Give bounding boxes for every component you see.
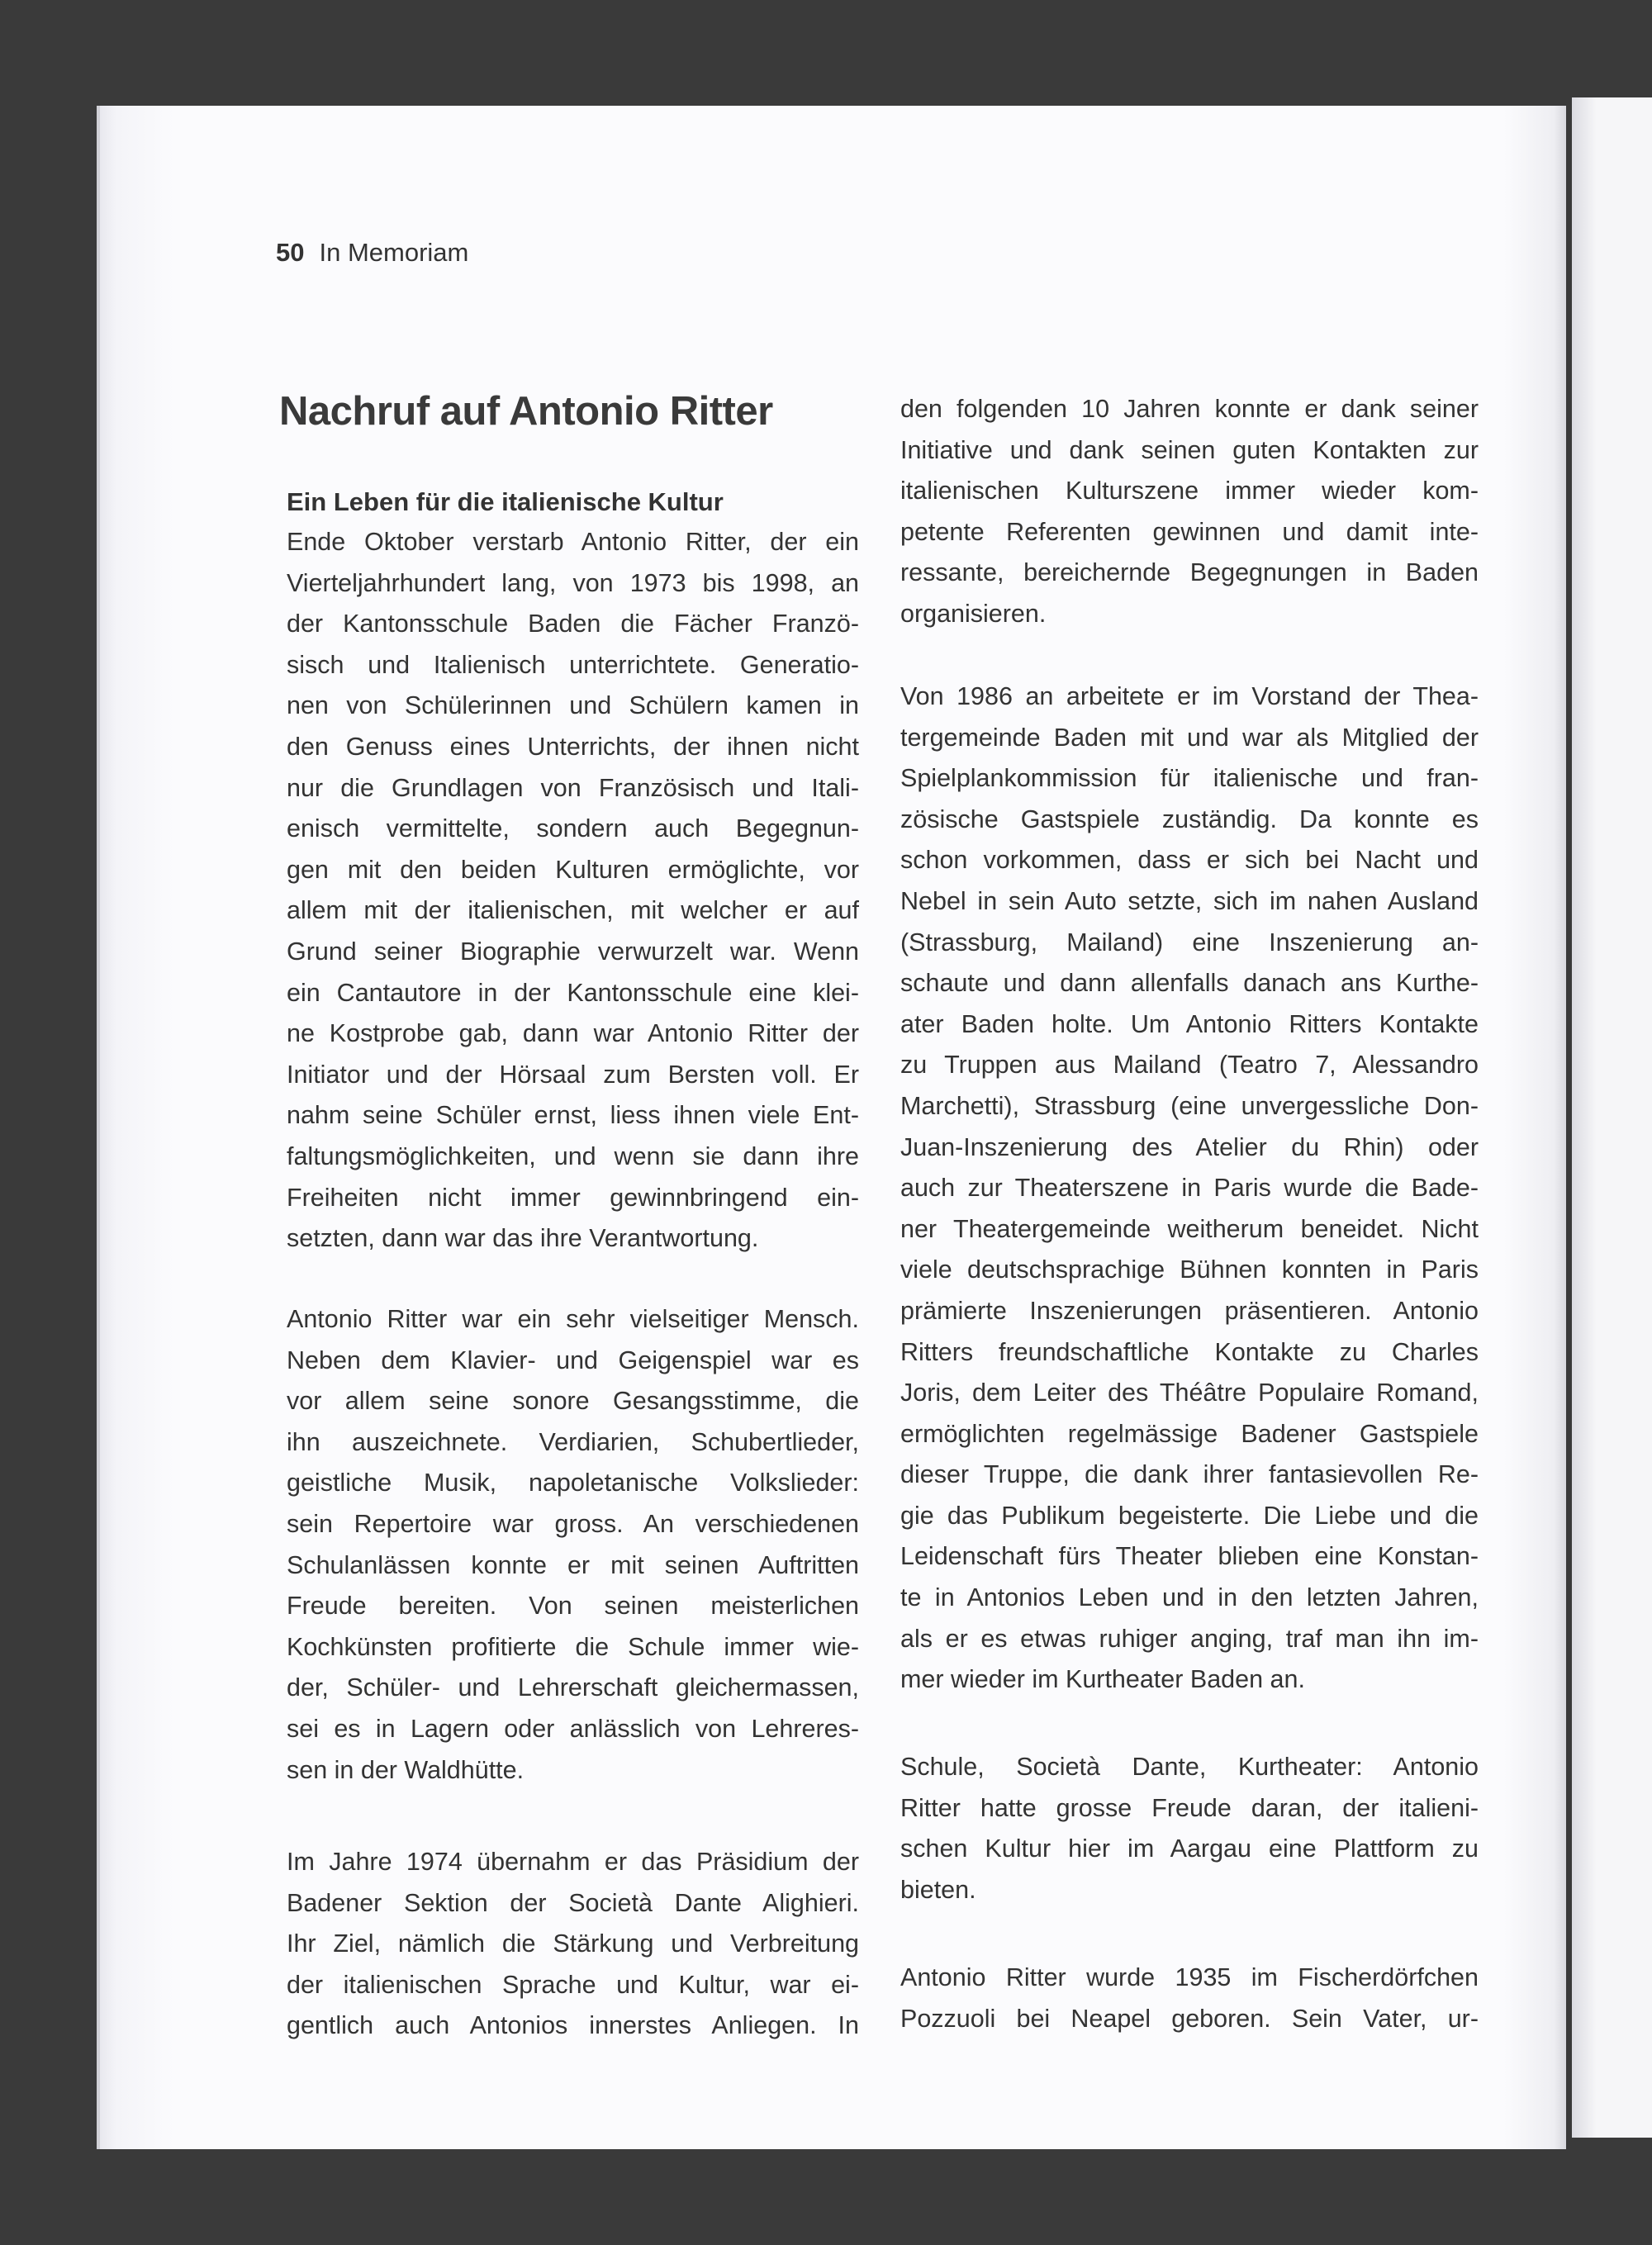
paragraph bbox=[900, 389, 1479, 635]
paragraph bbox=[900, 1958, 1479, 2039]
text-line: Kochkünsten profitierte die Schule immer wie- bbox=[287, 1632, 859, 1661]
text-line: schon vorkommen, dass er sich bei Nacht und bbox=[900, 846, 1479, 875]
text-line: Joris, dem Leiter des Théâtre Populaire Romand, bbox=[900, 1379, 1479, 1407]
text-line: Antonio Ritter wurde 1935 im Fischerdörfchen bbox=[900, 1963, 1479, 1991]
text-line: ermöglichten regelmässige Badener Gastspiele bbox=[900, 1419, 1479, 1448]
text-line: Nebel in sein Auto setzte, sich im nahen Ausland bbox=[900, 886, 1479, 915]
text-line: enisch vermittelte, sondern auch Begegnun- bbox=[287, 814, 859, 843]
text-line: der Kantonsschule Baden die Fächer Franzö- bbox=[287, 610, 859, 638]
article-title: Nachruf auf Antonio Ritter bbox=[279, 389, 773, 434]
text-line: nen von Schülerinnen und Schülern kamen in bbox=[287, 691, 859, 720]
page-number: 50 bbox=[276, 238, 305, 267]
text-line: ein Cantautore in der Kantonsschule eine klei- bbox=[287, 978, 859, 1007]
text-line: Ihr Ziel, nämlich die Stärkung und Verbreitung bbox=[287, 1929, 859, 1958]
text-line: Grund seiner Biographie verwurzelt war. Wenn bbox=[287, 937, 859, 966]
text-line: auch zur Theaterszene in Paris wurde die Bade- bbox=[900, 1174, 1479, 1203]
text-line: ner Theatergemeinde weitherum beneidet. Nicht bbox=[900, 1214, 1479, 1243]
text-line: Antonio Ritter war ein sehr vielseitiger Mensch. bbox=[287, 1305, 859, 1333]
text-line: Von 1986 an arbeitete er im Vorstand der Thea- bbox=[900, 682, 1479, 710]
text-line: Im Jahre 1974 übernahm er das Präsidium der bbox=[287, 1848, 859, 1876]
text-line: sisch und Italienisch unterrichtete. Generatio- bbox=[287, 650, 859, 679]
paragraph bbox=[900, 1747, 1479, 1910]
text-line: schaute und dann allenfalls danach ans Kurthe- bbox=[900, 969, 1479, 998]
text-line: viele deutschsprachige Bühnen konnten in Paris bbox=[900, 1255, 1479, 1284]
text-line: der italienischen Sprache und Kultur, war ei- bbox=[287, 1970, 859, 1999]
text-line: zu Truppen aus Mailand (Teatro 7, Alessandro bbox=[900, 1051, 1479, 1080]
facing-page-edge bbox=[1572, 97, 1652, 2138]
text-line: ihn auszeichnete. Verdiarien, Schubertlieder, bbox=[287, 1427, 859, 1456]
text-line: italienischen Kulturszene immer wieder kom- bbox=[900, 477, 1479, 505]
text-line: Ritter hatte grosse Freude daran, der italieni- bbox=[900, 1793, 1479, 1822]
text-line: gie das Publikum begeisterte. Die Liebe und die bbox=[900, 1501, 1479, 1530]
text-line: Ende Oktober verstarb Antonio Ritter, der ein bbox=[287, 528, 859, 556]
text-line: sei es in Lagern oder anlässlich von Lehreres- bbox=[287, 1714, 859, 1743]
text-line: Badener Sektion der Società Dante Alighieri. bbox=[287, 1888, 859, 1917]
paragraph bbox=[900, 676, 1479, 1701]
text-line: den Genuss eines Unterrichts, der ihnen nicht bbox=[287, 732, 859, 761]
text-line: den folgenden 10 Jahren konnte er dank seiner bbox=[900, 395, 1479, 423]
text-line: schen Kultur hier im Aargau eine Plattform zu bbox=[900, 1834, 1479, 1863]
paragraph bbox=[287, 1299, 859, 1791]
text-line: Neben dem Klavier- und Geigenspiel war es bbox=[287, 1346, 859, 1374]
text-line: Pozzuoli bei Neapel geboren. Sein Vater, ur- bbox=[900, 2004, 1479, 2033]
text-line: Leidenschaft fürs Theater blieben eine Konstan- bbox=[900, 1542, 1479, 1571]
text-line: sen in der Waldhütte. bbox=[287, 1755, 525, 1784]
text-line: tergemeinde Baden mit und war als Mitglied der bbox=[900, 723, 1479, 752]
text-line: der, Schüler- und Lehrerschaft gleichermassen, bbox=[287, 1673, 859, 1702]
text-line: bieten. bbox=[900, 1875, 976, 1904]
text-line: Ritters freundschaftliche Kontakte zu Charles bbox=[900, 1337, 1479, 1366]
text-line: nahm seine Schüler ernst, liess ihnen viele Ent- bbox=[287, 1101, 859, 1130]
text-line: gentlich auch Antonios innerstes Anliegen. In bbox=[287, 2011, 859, 2040]
text-line: Schule, Società Dante, Kurtheater: Antonio bbox=[900, 1753, 1479, 1781]
text-line: dieser Truppe, die dank ihrer fantasievollen Re- bbox=[900, 1460, 1479, 1489]
text-line: Marchetti), Strassburg (eine unvergessliche Don- bbox=[900, 1091, 1479, 1120]
text-line: te in Antonios Leben und in den letzten Jahren, bbox=[900, 1583, 1479, 1612]
paragraph bbox=[287, 1842, 859, 2047]
text-line: (Strassburg, Mailand) eine Inszenierung an- bbox=[900, 928, 1479, 956]
text-line: zösische Gastspiele zuständig. Da konnte es bbox=[900, 804, 1479, 833]
text-line: gen mit den beiden Kulturen ermöglichte, vor bbox=[287, 855, 859, 884]
paragraph bbox=[287, 522, 859, 1260]
text-line: Vierteljahrhundert lang, von 1973 bis 1998, an bbox=[287, 568, 859, 597]
text-line: Freiheiten nicht immer gewinnbringend ein- bbox=[287, 1183, 859, 1212]
text-line: prämierte Inszenierungen präsentieren. Antonio bbox=[900, 1296, 1479, 1325]
text-line: ater Baden holte. Um Antonio Ritters Kontakte bbox=[900, 1009, 1479, 1038]
text-line: allem mit der italienischen, mit welcher er auf bbox=[287, 896, 859, 925]
text-line: Initiator und der Hörsaal zum Bersten voll. Er bbox=[287, 1060, 859, 1089]
text-line: petente Referenten gewinnen und damit inte- bbox=[900, 517, 1479, 546]
text-line: faltungsmöglichkeiten, und wenn sie dann ihre bbox=[287, 1141, 859, 1170]
text-line: ressante, bereichernde Begegnungen in Baden bbox=[900, 558, 1479, 587]
text-line: ne Kostprobe gab, dann war Antonio Ritter der bbox=[287, 1019, 859, 1048]
text-line: vor allem seine sonore Gesangsstimme, die bbox=[287, 1387, 859, 1416]
article-subtitle: Ein Leben für die italienische Kultur bbox=[287, 487, 724, 516]
running-header bbox=[276, 238, 468, 268]
text-line: geistliche Musik, napoletanische Volkslieder: bbox=[287, 1469, 859, 1497]
text-line: nur die Grundlagen von Französisch und Itali- bbox=[287, 773, 859, 802]
text-line: Juan-Inszenierung des Atelier du Rhin) oder bbox=[900, 1132, 1479, 1161]
text-line: Freude bereiten. Von seinen meisterlichen bbox=[287, 1592, 859, 1621]
text-line: als er es etwas ruhiger anging, traf man ihn im- bbox=[900, 1624, 1479, 1653]
section-title: In Memoriam bbox=[319, 238, 469, 267]
text-line: organisieren. bbox=[900, 599, 1047, 628]
text-line: Spielplankommission für italienische und fran- bbox=[900, 764, 1479, 793]
text-line: mer wieder im Kurtheater Baden an. bbox=[900, 1665, 1305, 1694]
text-line: Schulanlässen konnte er mit seinen Auftritten bbox=[287, 1550, 859, 1579]
text-line: Initiative und dank seinen guten Kontakten zur bbox=[900, 435, 1479, 464]
text-line: setzten, dann war das ihre Verantwortung. bbox=[287, 1224, 759, 1253]
text-line: sein Repertoire war gross. An verschiedenen bbox=[287, 1509, 859, 1538]
